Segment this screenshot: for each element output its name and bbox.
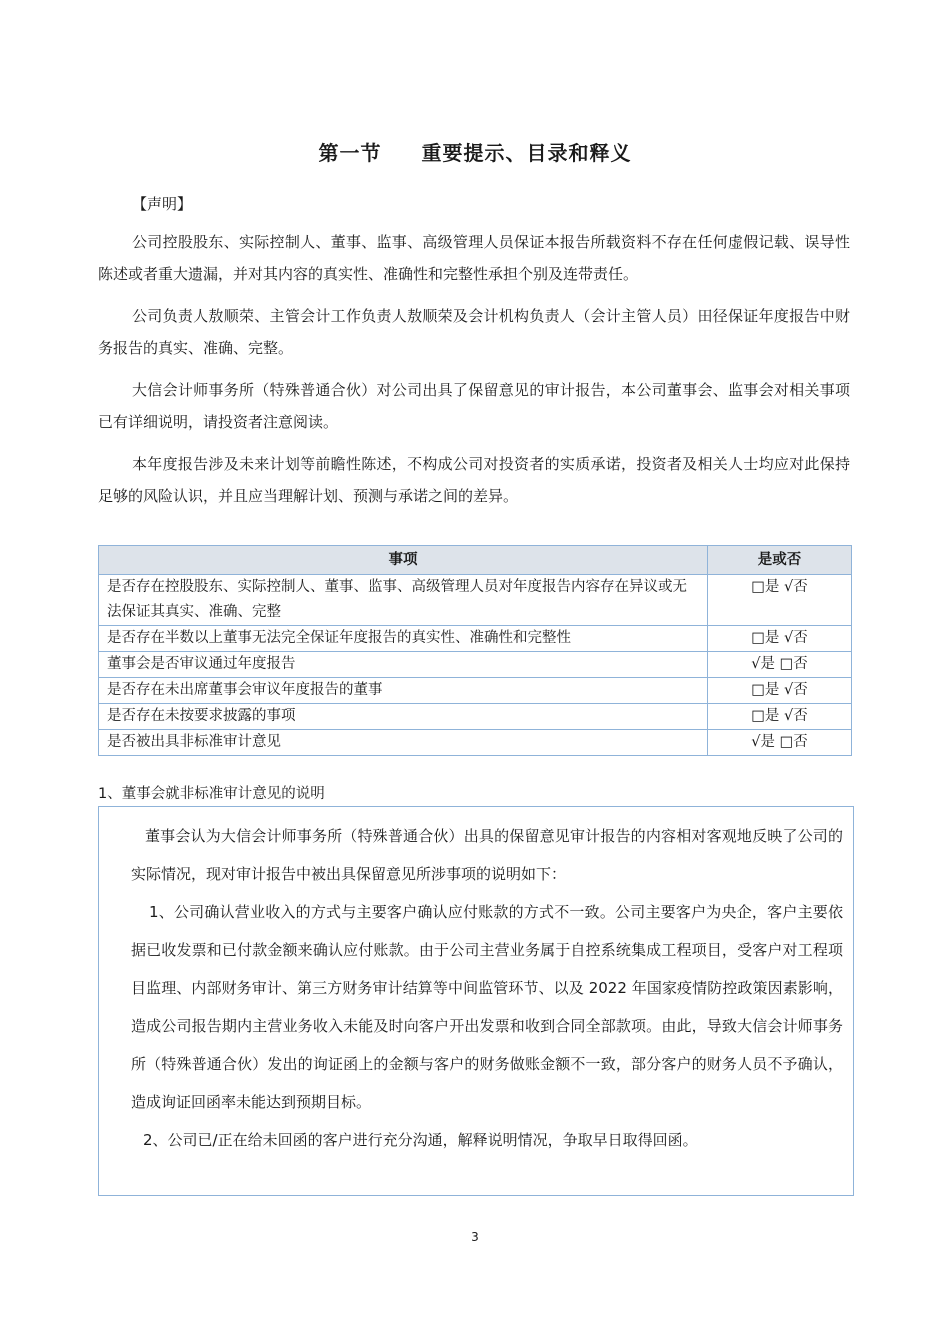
table-cell-item: 是否被出具非标准审计意见 [99, 730, 708, 756]
table-cell-item: 是否存在未按要求披露的事项 [99, 704, 708, 730]
table-cell-answer [708, 626, 852, 652]
table-cell-item: 是否存在控股股东、实际控制人、董事、监事、高级管理人员对年度报告内容存在异议或无法保证其真实、准确、完整 [99, 575, 708, 626]
page-number: 3 [471, 1230, 479, 1244]
checkbox-answer: □是 √否 [751, 708, 808, 724]
table-cell-answer [708, 730, 852, 756]
declaration-paragraph: 大信会计师事务所（特殊普通合伙）对公司出具了保留意见的审计报告，本公司董事会、监事会对相关事项已有详细说明，请投资者注意阅读。 [98, 381, 850, 431]
column-header-item: 事项 [99, 546, 708, 575]
board-note-paragraph: 1、公司确认营业收入的方式与主要客户确认应付账款的方式不一致。公司主要客户为央企，客户主要依据已收发票和已付款金额来确认应付账款。由于公司主营业务属于自控系统集成工程项目，受客户对工程项目监理、内部财务审计、第三方财务审计结算等中间监管环节、以及 2022 年国家疫情防控政策因素影响，造成公司报告期内主营业务收入未能及时向客户开出发票和收到合同全部款项。由此，导致大信会计师事务所（特殊普通合伙）发出的询证函上的金额与客户的财务做账金额不一致，部分客户的财务人员不予确认，造成询证回函率未能达到预期目标。 [131, 903, 843, 1111]
section-heading: 重要提示、目录和释义 [421, 141, 632, 165]
declaration-label: 【声明】 [132, 195, 193, 213]
section-number: 第一节 [318, 141, 382, 165]
column-header-answer: 是或否 [708, 546, 852, 575]
table-cell-answer [708, 678, 852, 704]
checkbox-answer: √是 □否 [751, 656, 808, 672]
declaration-paragraph: 本年度报告涉及未来计划等前瞻性陈述，不构成公司对投资者的实质承诺，投资者及相关人士均应对此保持足够的风险认识，并且应当理解计划、预测与承诺之间的差异。 [98, 455, 850, 505]
board-note-box [98, 806, 854, 1196]
board-note-heading: 1、董事会就非标准审计意见的说明 [98, 786, 325, 802]
declaration-paragraph: 公司负责人敖顺荣、主管会计工作负责人敖顺荣及会计机构负责人（会计主管人员）田径保证年度报告中财务报告的真实、准确、完整。 [98, 307, 850, 357]
checkbox-answer: □是 √否 [751, 682, 808, 698]
table-cell-item: 是否存在半数以上董事无法完全保证年度报告的真实性、准确性和完整性 [99, 626, 708, 652]
table-row [99, 575, 852, 626]
table-cell-item: 是否存在未出席董事会审议年度报告的董事 [99, 678, 708, 704]
table-cell-answer [708, 575, 852, 626]
table-cell-answer [708, 704, 852, 730]
table-row [99, 678, 852, 704]
checkbox-answer: □是 √否 [751, 579, 808, 595]
table-row [99, 704, 852, 730]
declaration-paragraph: 公司控股股东、实际控制人、董事、监事、高级管理人员保证本报告所载资料不存在任何虚假记载、误导性陈述或者重大遗漏，并对其内容的真实性、准确性和完整性承担个别及连带责任。 [98, 233, 850, 283]
table-cell-item: 董事会是否审议通过年度报告 [99, 652, 708, 678]
section-title [0, 137, 950, 166]
board-note-paragraph: 2、公司已/正在给未回函的客户进行充分沟通，解释说明情况，争取早日取得回函。 [143, 1131, 698, 1149]
table-row [99, 652, 852, 678]
board-note-paragraph: 董事会认为大信会计师事务所（特殊普通合伙）出具的保留意见审计报告的内容相对客观地反映了公司的实际情况，现对审计报告中被出具保留意见所涉事项的说明如下： [131, 827, 843, 883]
table-cell-answer [708, 652, 852, 678]
table-header-row [99, 546, 852, 575]
checkbox-answer: √是 □否 [751, 734, 808, 750]
table-row [99, 730, 852, 756]
table-row [99, 626, 852, 652]
checkbox-answer: □是 √否 [751, 630, 808, 646]
confirmation-table [98, 545, 852, 756]
